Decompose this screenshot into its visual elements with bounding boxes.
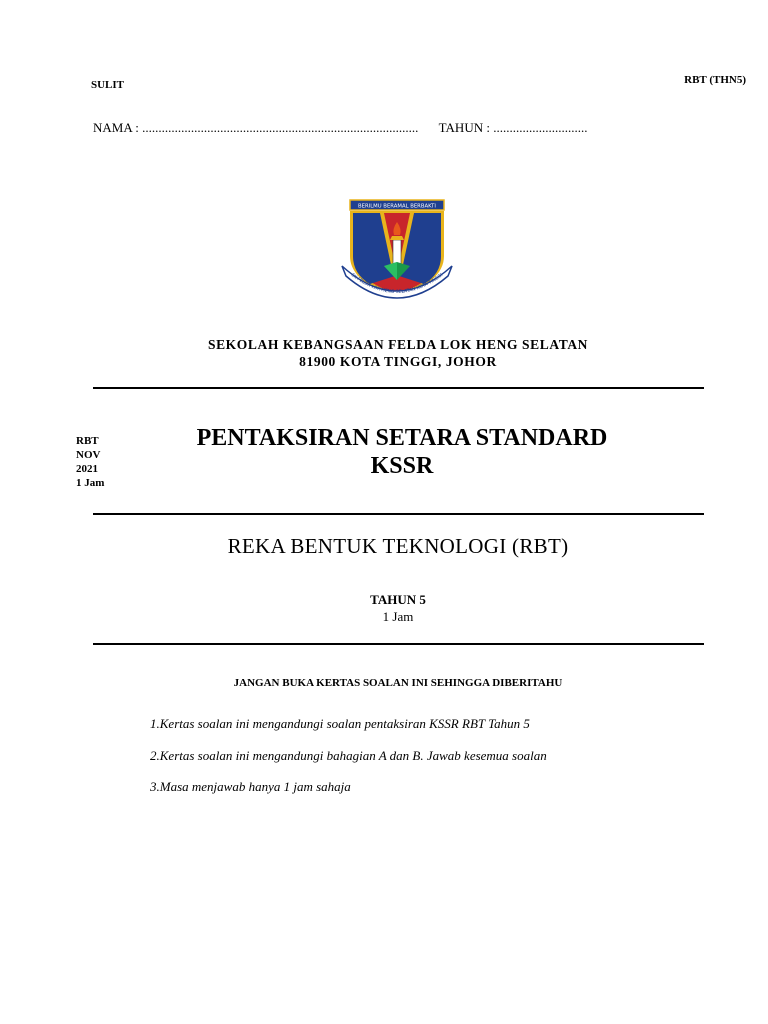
classification-label: SULIT [91, 79, 125, 91]
exam-title-line2: KSSR [370, 453, 434, 479]
warning-notice: JANGAN BUKA KERTAS SOALAN INI SEHINGGA DIBERITAHU [233, 677, 563, 689]
exam-year-level: TAHUN 5 [370, 592, 426, 607]
divider-2 [93, 513, 704, 515]
school-name: SEKOLAH KEBANGSAAN FELDA LOK HENG SELATAN [207, 337, 589, 352]
student-info-line [93, 120, 587, 136]
year-label: TAHUN : [438, 120, 490, 135]
exam-title-line1: PENTAKSIRAN SETARA STANDARD [196, 425, 608, 451]
instruction-item: 3.Masa menjawab hanya 1 jam sahaja [150, 779, 351, 794]
divider-3 [93, 643, 704, 645]
year-blank[interactable]: ............................. [493, 120, 588, 135]
side-info-month: NOV [76, 449, 101, 461]
logo-banner-text: SK FELDA LOK HENG SELATAN KOTA TINGGI [349, 272, 445, 296]
exam-duration: 1 Jam [382, 609, 414, 624]
divider-1 [93, 387, 704, 389]
instruction-item: 2.Kertas soalan ini mengandungi bahagian A dan B. Jawab kesemua soalan [150, 748, 547, 763]
name-blank[interactable]: ..................................................................................... [142, 120, 419, 135]
side-info-duration: 1 Jam [76, 477, 105, 489]
name-label: NAMA : [93, 120, 139, 135]
side-info-subject: RBT [76, 435, 99, 447]
subject-title: REKA BENTUK TEKNOLOGI (RBT) [227, 534, 569, 558]
school-address: 81900 KOTA TINGGI, JOHOR [299, 354, 497, 369]
school-crest-logo [340, 196, 454, 308]
paper-code: RBT (THN5) [684, 74, 746, 86]
logo-motto: BERILMU BERAMAL BERBAKTI [358, 203, 436, 210]
side-info-year: 2021 [76, 463, 98, 475]
instruction-item: 1.Kertas soalan ini mengandungi soalan pentaksiran KSSR RBT Tahun 5 [150, 716, 530, 731]
